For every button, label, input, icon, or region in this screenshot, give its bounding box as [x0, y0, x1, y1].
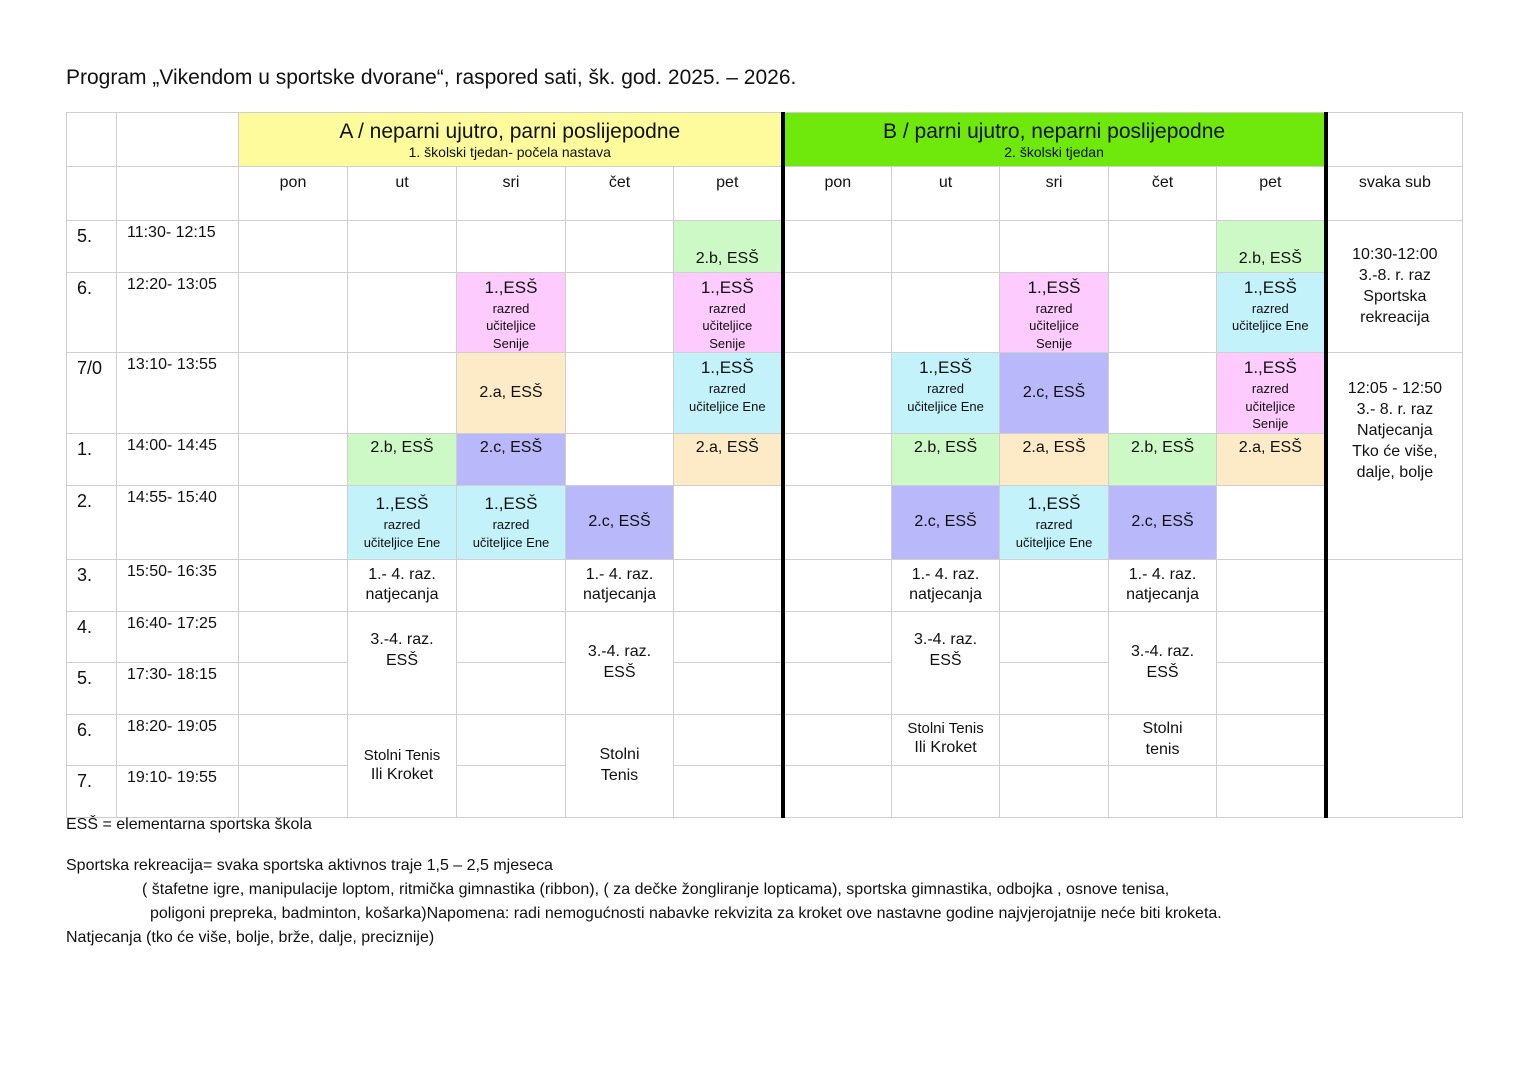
lesson-cell: 3.-4. raz. ESŠ — [566, 611, 674, 714]
day-header-a-sri: sri — [457, 167, 566, 221]
competition-note: Natjecanja (tko će više, bolje, brže, dalje, preciznije) — [66, 929, 435, 946]
lesson-cell: 1.,ESŠ razred učiteljice Senije — [1217, 353, 1326, 433]
day-header-a-cet: čet — [566, 167, 674, 221]
week-a-header — [239, 113, 783, 167]
lesson-cell: 1.,ESŠ razred učiteljice Senije — [457, 273, 566, 353]
period-number: 2. — [67, 485, 117, 559]
lesson-cell: 2.c, ESŠ — [566, 485, 674, 559]
table-row — [67, 353, 1463, 433]
legend-note: ESŠ = elementarna sportska škola — [66, 816, 312, 833]
lesson-cell: 3.-4. raz. ESŠ — [348, 611, 457, 714]
week-header-row — [67, 113, 1463, 167]
recreation-activities-1: ( štafetne igre, manipulacije loptom, ritmička gimnastika (ribbon), ( za dečke žongliranje lopticama), sportska gimnastika, odbojka , osnove tenisa, — [142, 881, 1170, 898]
period-time: 17:30- 18:15 — [117, 662, 239, 714]
lesson-cell: 2.a, ESŠ — [1217, 433, 1326, 485]
schedule-table — [66, 112, 1463, 818]
recreation-note: Sportska rekreacija= svaka sportska aktivnos traje 1,5 – 2,5 mjeseca — [66, 857, 553, 874]
day-header-b-cet: čet — [1109, 167, 1217, 221]
lesson-cell: 1.,ESŠ razred učiteljice Ene — [348, 485, 457, 559]
period-time: 14:55- 15:40 — [117, 485, 239, 559]
lesson-cell: 1.,ESŠ razred učiteljice Ene — [1217, 273, 1326, 353]
period-time: 12:20- 13:05 — [117, 273, 239, 353]
day-header-b-pet: pet — [1217, 167, 1326, 221]
lesson-cell: 2.c, ESŠ — [1000, 353, 1109, 433]
saturday-block-2: 12:05 - 12:50 3.- 8. r. raz Natjecanja Tko će više, dalje, bolje — [1326, 353, 1463, 559]
period-time: 13:10- 13:55 — [117, 353, 239, 433]
period-time: 18:20- 19:05 — [117, 714, 239, 765]
period-number: 7. — [67, 765, 117, 817]
recreation-activities-2: poligoni prepreka, badminton, košarka)Napomena: radi nemogućnosti nabavke rekvizita za kroket ove nastavne godine najvjerojatnije neće biti kroketa. — [150, 905, 1222, 922]
table-row — [67, 485, 1463, 559]
table-row — [67, 714, 1463, 765]
lesson-cell: 1.,ESŠ razred učiteljice Ene — [1000, 485, 1109, 559]
lesson-cell: 1.,ESŠ razred učiteljice Ene — [674, 353, 783, 433]
period-number: 3. — [67, 559, 117, 611]
day-header-b-ut: ut — [892, 167, 1000, 221]
week-a-title: A / neparni ujutro, parni poslijepodne — [339, 119, 681, 143]
table-row — [67, 433, 1463, 485]
period-time: 11:30- 12:15 — [117, 221, 239, 273]
lesson-cell: Stolni Tenis Ili Kroket — [348, 714, 457, 817]
lesson-cell: 2.b, ESŠ — [1109, 433, 1217, 485]
lesson-cell: 1.,ESŠ razred učiteljice Senije — [674, 273, 783, 353]
table-row — [67, 765, 1463, 817]
day-header-a-pet: pet — [674, 167, 783, 221]
day-header-b-pon: pon — [783, 167, 892, 221]
lesson-cell: 2.a, ESŠ — [674, 433, 783, 485]
period-time: 16:40- 17:25 — [117, 611, 239, 662]
lesson-cell: 2.b, ESŠ — [892, 433, 1000, 485]
table-row — [67, 273, 1463, 353]
page-title: Program „Vikendom u sportske dvorane“, raspored sati, šk. god. 2025. – 2026. — [66, 66, 797, 89]
lesson-cell: 3.-4. raz. ESŠ — [1109, 611, 1217, 714]
lesson-cell: 2.c, ESŠ — [457, 433, 566, 485]
lesson-cell: 2.b, ESŠ — [674, 221, 783, 273]
table-row — [67, 662, 1463, 714]
lesson-cell: 1.,ESŠ razred učiteljice Senije — [1000, 273, 1109, 353]
lesson-cell: 1.- 4. raz. natjecanja — [566, 559, 674, 611]
lesson-cell: 1.,ESŠ razred učiteljice Ene — [457, 485, 566, 559]
lesson-cell: 2.c, ESŠ — [1109, 485, 1217, 559]
lesson-cell: 2.a, ESŠ — [457, 353, 566, 433]
lesson-cell: Stolni Tenis — [566, 714, 674, 817]
table-row — [67, 611, 1463, 662]
table-row — [67, 559, 1463, 611]
week-b-subtitle: 2. školski tjedan — [1004, 143, 1104, 160]
lesson-cell: Stolni Tenis Ili Kroket — [892, 714, 1000, 765]
lesson-cell: 1.- 4. raz. natjecanja — [892, 559, 1000, 611]
period-time: 14:00- 14:45 — [117, 433, 239, 485]
week-a-subtitle: 1. školski tjedan- počela nastava — [408, 143, 611, 160]
period-number: 7/0 — [67, 353, 117, 433]
lesson-cell: Stolni tenis — [1109, 714, 1217, 765]
period-number: 5. — [67, 662, 117, 714]
period-number: 6. — [67, 714, 117, 765]
period-time: 15:50- 16:35 — [117, 559, 239, 611]
lesson-cell: 3.-4. raz. ESŠ — [892, 611, 1000, 714]
period-number: 1. — [67, 433, 117, 485]
lesson-cell: 2.b, ESŠ — [1217, 221, 1326, 273]
period-number: 6. — [67, 273, 117, 353]
lesson-cell: 1.- 4. raz. natjecanja — [348, 559, 457, 611]
lesson-cell: 1.- 4. raz. natjecanja — [1109, 559, 1217, 611]
day-header-a-pon: pon — [239, 167, 348, 221]
day-header-a-ut: ut — [348, 167, 457, 221]
week-b-header — [783, 113, 1326, 167]
lesson-cell: 2.c, ESŠ — [892, 485, 1000, 559]
day-header-b-sri: sri — [1000, 167, 1109, 221]
lesson-cell: 2.b, ESŠ — [348, 433, 457, 485]
saturday-block-1: 10:30-12:00 3.-8. r. raz Sportska rekreacija — [1326, 221, 1463, 353]
lesson-cell: 2.a, ESŠ — [1000, 433, 1109, 485]
week-b-title: B / parni ujutro, neparni poslijepodne — [883, 119, 1226, 143]
day-header-saturday: svaka sub — [1326, 167, 1463, 221]
period-time: 19:10- 19:55 — [117, 765, 239, 817]
lesson-cell: 1.,ESŠ razred učiteljice Ene — [892, 353, 1000, 433]
period-number: 5. — [67, 221, 117, 273]
day-header-row — [67, 167, 1463, 221]
period-number: 4. — [67, 611, 117, 662]
table-row — [67, 221, 1463, 273]
